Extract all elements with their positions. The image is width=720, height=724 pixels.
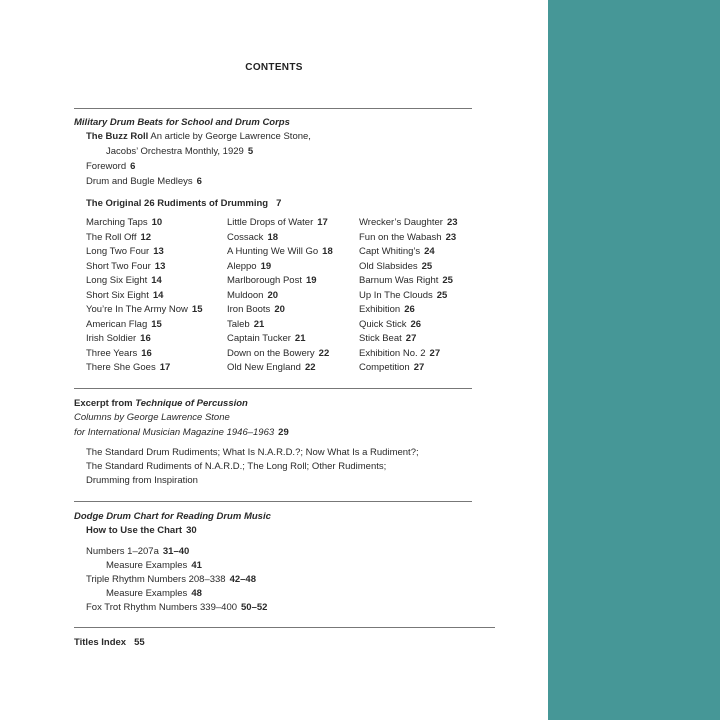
- page-number: 10: [151, 217, 163, 228]
- page-number: 27: [429, 347, 441, 359]
- list-item: [227, 347, 333, 362]
- page-number: 42–48: [229, 574, 256, 585]
- toc-entry-buzz-roll: [86, 130, 311, 143]
- list-item: [359, 347, 458, 362]
- page-number: 26: [410, 318, 422, 330]
- divider: [74, 108, 472, 109]
- page-number: 22: [304, 362, 316, 373]
- list-item: [86, 601, 267, 614]
- entry-label: Cossack: [227, 231, 264, 243]
- section-heading-military: Military Drum Beats for School and Drum Corps: [74, 117, 290, 128]
- toc-entry-titles-index: [74, 636, 145, 649]
- page-number: 55: [134, 637, 145, 648]
- page-number: 13: [154, 260, 166, 272]
- entry-label: The Roll Off: [86, 231, 137, 243]
- entry-label: Capt Whiting’s: [359, 246, 421, 257]
- list-item: [227, 274, 333, 289]
- list-item: [106, 587, 202, 600]
- page-number: 48: [191, 588, 202, 599]
- page-number: 21: [294, 333, 306, 344]
- page-number: 14: [152, 289, 164, 301]
- page-number: 19: [260, 260, 272, 272]
- page-number: 16: [140, 333, 151, 344]
- entry-label: Old New England: [227, 362, 301, 373]
- rudiment-column-3: [359, 216, 458, 376]
- entry-label: Fox Trot Rhythm Numbers 339–400: [86, 602, 238, 613]
- page-number: 19: [305, 275, 317, 286]
- entry-label: Numbers 1–207a: [86, 546, 159, 557]
- entry-label: Iron Boots: [227, 304, 271, 315]
- list-item: [359, 245, 458, 260]
- entry-label: Long Six Eight: [86, 275, 148, 286]
- list-item: [86, 347, 203, 362]
- list-item: [227, 231, 333, 246]
- toc-entry-how-to: [86, 524, 197, 537]
- list-item: [359, 274, 458, 289]
- list-item: [106, 559, 202, 572]
- page-number: 6: [130, 161, 136, 172]
- page-number: 21: [253, 318, 265, 330]
- list-item: [86, 216, 203, 231]
- excerpt-desc-line: Drumming from Inspiration: [86, 475, 198, 486]
- page-number: 24: [424, 246, 435, 257]
- entry-label: Aleppo: [227, 260, 257, 272]
- entry-label: Measure Examples: [106, 588, 188, 599]
- page-number: 15: [151, 318, 162, 330]
- excerpt-desc-line: The Standard Rudiments of N.A.R.D.; The Long Roll; Other Rudiments;: [86, 461, 387, 472]
- entry-label: Taleb: [227, 318, 250, 330]
- entry-title: The Buzz Roll: [86, 131, 149, 142]
- entry-desc: Jacobs’ Orchestra Monthly, 1929: [106, 146, 244, 157]
- entry-label: Long Two Four: [86, 246, 150, 257]
- entry-label: Measure Examples: [106, 560, 188, 571]
- divider: [74, 627, 495, 628]
- list-item: [86, 332, 203, 347]
- entry-label: How to Use the Chart: [86, 525, 183, 536]
- excerpt-magazine-line: [74, 426, 289, 439]
- list-item: [359, 231, 458, 246]
- page-number: 18: [267, 231, 279, 243]
- list-item: [359, 289, 458, 304]
- list-item: [227, 260, 333, 275]
- page-number: 17: [317, 217, 328, 228]
- page-number: 29: [278, 427, 289, 438]
- toc-entry-buzz-roll-source: [106, 145, 253, 158]
- page-number: 20: [274, 304, 285, 315]
- page-number: 41: [191, 560, 202, 571]
- divider: [74, 388, 472, 389]
- page-number: 13: [153, 246, 164, 257]
- page-number: 26: [404, 304, 415, 315]
- list-item: [86, 260, 203, 275]
- page-number: 25: [421, 260, 433, 272]
- page-number: 30: [186, 525, 197, 536]
- toc-entry-rudiments: [86, 197, 281, 210]
- entry-label: for International Musician Magazine 1946–1963: [74, 427, 275, 438]
- entry-label: Down on the Bowery: [227, 347, 315, 359]
- list-item: [227, 289, 333, 304]
- list-item: [86, 545, 189, 558]
- page-title: CONTENTS: [245, 62, 303, 73]
- entry-label: Short Two Four: [86, 260, 151, 272]
- entry-label: Marching Taps: [86, 217, 148, 228]
- entry-label: Up In The Clouds: [359, 289, 433, 301]
- page-number: 14: [151, 275, 162, 286]
- entry-label: American Flag: [86, 318, 148, 330]
- entry-label: Competition: [359, 362, 410, 373]
- list-item: [86, 573, 256, 586]
- entry-label: Exhibition No. 2: [359, 347, 426, 359]
- entry-label: Triple Rhythm Numbers 208–338: [86, 574, 226, 585]
- entry-label: Marlborough Post: [227, 275, 302, 286]
- list-item: [86, 303, 203, 318]
- list-item: [227, 216, 333, 231]
- page-number: 50–52: [241, 602, 268, 613]
- entry-label: There She Goes: [86, 362, 156, 373]
- section-heading-dodge: Dodge Drum Chart for Reading Drum Music: [74, 511, 271, 522]
- list-item: [86, 231, 203, 246]
- entry-label: Captain Tucker: [227, 333, 291, 344]
- entry-label: Foreword: [86, 161, 127, 172]
- entry-label: Wrecker’s Daughter: [359, 217, 443, 228]
- section-heading-excerpt: [74, 397, 248, 410]
- page-number: 5: [247, 146, 254, 157]
- page-number: 16: [141, 347, 152, 359]
- list-item: [227, 245, 333, 260]
- entry-label: Stick Beat: [359, 333, 402, 344]
- entry-label: Barnum Was Right: [359, 275, 439, 286]
- page-number: 31–40: [162, 546, 190, 557]
- list-item: [227, 318, 333, 333]
- list-item: [359, 260, 458, 275]
- page-number: 12: [140, 231, 152, 243]
- page-number: 22: [318, 347, 330, 359]
- entry-label: Muldoon: [227, 289, 264, 301]
- list-item: [86, 245, 203, 260]
- entry-label: Quick Stick: [359, 318, 407, 330]
- excerpt-desc-line: The Standard Drum Rudiments; What Is N.A.R.D.?; Now What Is a Rudiment?;: [86, 447, 419, 458]
- list-item: [359, 318, 458, 333]
- list-item: [227, 361, 333, 376]
- list-item: [227, 332, 333, 347]
- list-item: [86, 361, 203, 376]
- entry-label: You’re In The Army Now: [86, 304, 188, 315]
- page-number: 6: [196, 176, 202, 187]
- page-number: 20: [267, 289, 279, 301]
- entry-label: Little Drops of Water: [227, 217, 314, 228]
- list-item: [359, 216, 458, 231]
- divider: [74, 501, 472, 502]
- entry-label: Exhibition: [359, 304, 401, 315]
- entry-label: Three Years: [86, 347, 138, 359]
- list-item: [86, 289, 203, 304]
- entry-label: Titles Index: [74, 637, 127, 648]
- entry-label: A Hunting We Will Go: [227, 246, 319, 257]
- page-number: 23: [446, 217, 458, 228]
- list-item: [227, 303, 333, 318]
- entry-label: Irish Soldier: [86, 333, 137, 344]
- entry-label: Old Slabsides: [359, 260, 418, 272]
- page-number: 15: [191, 304, 203, 315]
- heading-prefix: Excerpt from: [74, 398, 133, 409]
- entry-label: Fun on the Wabash: [359, 231, 442, 243]
- entry-label: Drum and Bugle Medleys: [86, 176, 193, 187]
- page-number: 17: [159, 362, 171, 373]
- page-number: 25: [436, 289, 448, 301]
- rudiment-column-2: [227, 216, 333, 376]
- list-item: [359, 303, 458, 318]
- toc-entry-foreword: [86, 160, 135, 173]
- entry-label: The Original 26 Rudiments of Drumming: [86, 198, 269, 209]
- rudiment-column-1: [86, 216, 203, 376]
- heading-book-title: Technique of Percussion: [135, 398, 248, 409]
- list-item: [359, 361, 458, 376]
- entry-desc: An article by George Lawrence Stone,: [150, 131, 311, 142]
- page-number: 18: [322, 246, 333, 257]
- toc-entry-medleys: [86, 175, 202, 188]
- list-item: [86, 318, 203, 333]
- brand-sidebar: [548, 0, 720, 720]
- page-number: 23: [445, 231, 457, 243]
- page-number: 25: [442, 275, 453, 286]
- list-item: [86, 274, 203, 289]
- list-item: [359, 332, 458, 347]
- entry-label: Short Six Eight: [86, 289, 149, 301]
- page-number: 7: [276, 198, 282, 209]
- page-number: 27: [413, 362, 425, 373]
- excerpt-columns-line: Columns by George Lawrence Stone: [74, 412, 230, 423]
- page-number: 27: [405, 333, 417, 344]
